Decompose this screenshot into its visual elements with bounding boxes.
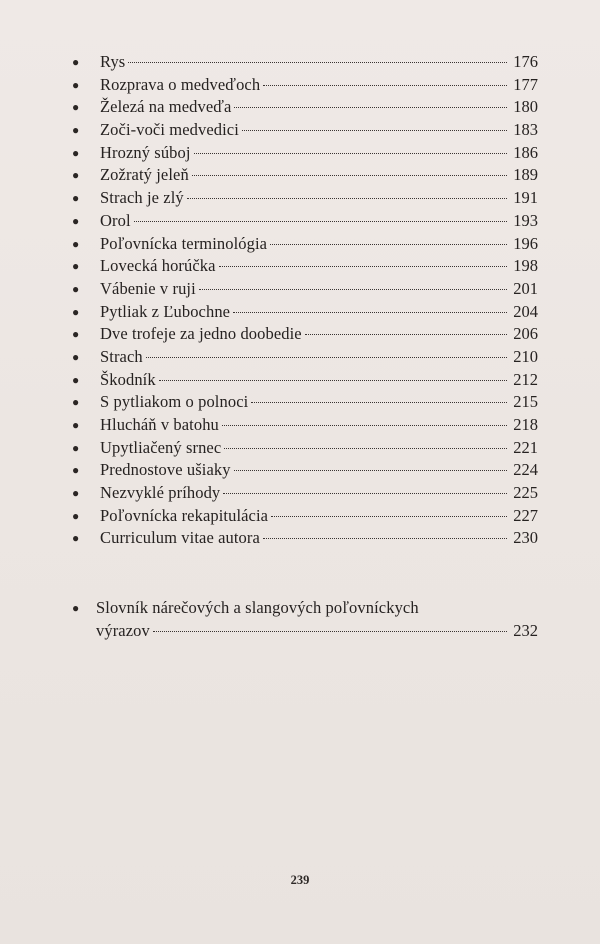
- bullet-icon: ●: [72, 601, 80, 615]
- toc-entry-page: 183: [513, 120, 538, 140]
- toc-entry-title: Orol: [100, 210, 131, 230]
- toc-entry-page: 189: [513, 165, 538, 185]
- toc-entry-page: 180: [513, 97, 538, 117]
- toc-entry: [72, 142, 538, 165]
- toc-entry: [72, 437, 538, 460]
- dot-leader: [271, 516, 507, 517]
- toc-entry-page: 225: [513, 483, 538, 503]
- toc-entry-title: Poľovnícka terminológia: [100, 233, 268, 253]
- toc-entry-page: 198: [513, 256, 538, 276]
- dot-leader: [223, 493, 507, 494]
- toc-entry-page: 196: [513, 233, 538, 253]
- toc-entry: [72, 414, 538, 437]
- toc-entry-page: 193: [513, 210, 538, 230]
- toc-entry: [72, 233, 538, 256]
- dot-leader: [134, 221, 507, 222]
- bullet-icon: ●: [72, 168, 80, 183]
- bullet-icon: ●: [72, 123, 80, 138]
- dot-leader: [242, 130, 507, 131]
- toc-entry-page: 224: [513, 460, 538, 480]
- bullet-icon: ●: [72, 213, 80, 228]
- bullet-icon: ●: [72, 372, 80, 387]
- toc-entry: [72, 74, 538, 97]
- toc-entry-title: Rozprava o medveďoch: [100, 74, 261, 94]
- toc-entry-title: Strach: [100, 346, 143, 366]
- page-footer-number: 239: [290, 873, 310, 887]
- dot-leader: [305, 334, 507, 335]
- bullet-icon: ●: [72, 55, 80, 69]
- toc-entry-title: Rys: [100, 52, 126, 71]
- dot-leader: [128, 62, 507, 63]
- bullet-icon: ●: [72, 100, 80, 115]
- toc-entry: [72, 187, 538, 210]
- toc-entry: [72, 119, 538, 142]
- dot-leader: [222, 425, 507, 426]
- toc-entry-title: Zoči-voči medvedici: [100, 120, 239, 140]
- toc-entry-title: S pytliakom o polnoci: [100, 392, 249, 412]
- toc-entry-page: 206: [513, 324, 538, 344]
- dot-leader: [224, 448, 507, 449]
- toc-entry-page: 230: [513, 528, 538, 548]
- dot-leader: [194, 153, 507, 154]
- dot-leader: [153, 631, 507, 632]
- toc-entry-title: Pytliak z Ľubochne: [100, 301, 231, 321]
- bullet-icon: ●: [72, 145, 80, 160]
- dot-leader: [270, 244, 507, 245]
- toc-entry-title: Dve trofeje za jedno doobedie: [100, 324, 302, 344]
- toc-entry: [72, 482, 538, 505]
- toc-entry-title: Nezvyklé príhody: [100, 483, 221, 503]
- toc-entry-title: Vábenie v ruji: [100, 278, 196, 298]
- bullet-icon: ●: [72, 327, 80, 342]
- dot-leader: [251, 402, 507, 403]
- toc-entry: [72, 505, 538, 528]
- appendix-page-number: 232: [513, 620, 538, 640]
- toc-entry-page: 186: [513, 142, 538, 162]
- toc-entry: [72, 255, 538, 278]
- toc-entry-title: Hrozný súboj: [100, 142, 191, 162]
- dot-leader: [219, 266, 507, 267]
- bullet-icon: ●: [72, 486, 80, 501]
- toc-entry-page: 191: [513, 188, 538, 208]
- toc-entry-page: 201: [513, 278, 538, 298]
- toc-entry: [72, 96, 538, 119]
- bullet-icon: ●: [72, 281, 80, 296]
- toc-entry-page: 221: [513, 437, 538, 457]
- toc-entry-title: Škodník: [100, 369, 156, 389]
- toc-entry-page: 218: [513, 415, 538, 434]
- toc-entry: [72, 164, 538, 187]
- toc-entry-page: 227: [513, 505, 538, 525]
- toc-entry: [72, 391, 538, 414]
- bullet-icon: ●: [72, 191, 80, 206]
- toc-entry: [72, 346, 538, 369]
- dot-leader: [233, 312, 507, 313]
- toc-entry: [72, 369, 538, 392]
- toc-entry: [72, 278, 538, 301]
- bullet-icon: ●: [72, 259, 80, 274]
- toc-entry-title: Upytliačený srnec: [100, 437, 222, 457]
- toc-appendix-entry: [72, 597, 538, 642]
- toc-entry: [72, 301, 538, 324]
- toc-entry-title: Poľovnícka rekapitulácia: [100, 505, 269, 525]
- dot-leader: [159, 380, 507, 381]
- toc-entry: [72, 323, 538, 346]
- toc-entry-title: Strach je zlý: [100, 188, 184, 208]
- toc-entry: [72, 459, 538, 482]
- toc-entry-page: 212: [513, 369, 538, 389]
- bullet-icon: ●: [72, 463, 80, 478]
- toc-entry: [72, 51, 538, 74]
- toc-entry-page: 176: [513, 52, 538, 71]
- bullet-icon: ●: [72, 77, 80, 92]
- toc-entry-page: 177: [513, 74, 538, 94]
- dot-leader: [192, 175, 507, 176]
- bullet-icon: ●: [72, 236, 80, 251]
- bullet-icon: ●: [72, 531, 80, 546]
- toc-entry: [72, 527, 538, 550]
- toc-entry-title: Lovecká horúčka: [100, 256, 216, 276]
- bullet-icon: ●: [72, 440, 80, 455]
- appendix-title-line2: výrazov: [96, 620, 150, 640]
- bullet-icon: ●: [72, 304, 80, 319]
- dot-leader: [234, 107, 507, 108]
- dot-leader: [146, 357, 507, 358]
- dot-leader: [263, 538, 507, 539]
- toc-entry-title: Železá na medveďa: [100, 97, 232, 117]
- dot-leader: [187, 198, 507, 199]
- dot-leader: [199, 289, 507, 290]
- bullet-icon: ●: [72, 508, 80, 523]
- dot-leader: [263, 85, 507, 86]
- toc-entry: [72, 210, 538, 233]
- bullet-icon: ●: [72, 349, 80, 364]
- bullet-icon: ●: [72, 418, 80, 432]
- toc-entry-page: 215: [513, 392, 538, 412]
- toc-entry-page: 204: [513, 301, 538, 321]
- dot-leader: [234, 470, 507, 471]
- bullet-icon: ●: [72, 395, 80, 410]
- toc-entry-title: Curriculum vitae autora: [100, 528, 260, 548]
- toc-entry-title: Zožratý jeleň: [100, 165, 189, 185]
- toc-entry-title: Hlucháň v batohu: [100, 415, 219, 434]
- toc-entry-page: 210: [513, 346, 538, 366]
- toc-entry-title: Prednostove ušiaky: [100, 460, 231, 480]
- appendix-title-line1: Slovník nárečových a slangových poľovníckych: [96, 598, 419, 617]
- table-of-contents: [72, 51, 538, 550]
